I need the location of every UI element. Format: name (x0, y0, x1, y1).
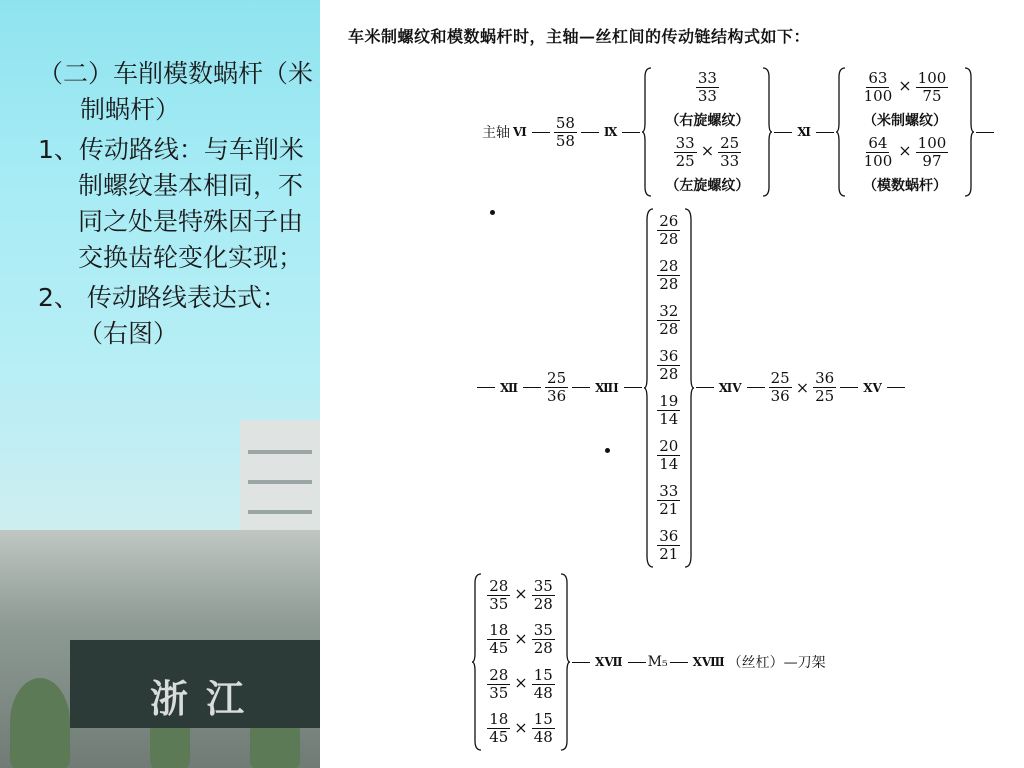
brace-right (762, 67, 772, 197)
shaft-13: ⅫⅠ (595, 380, 619, 395)
shaft-14: ⅪⅤ (718, 380, 742, 395)
basic-group-stack: $\frac{26}{28}$ $\frac{28}{28}$ $\frac{32}{28}$ $\frac{36}{28}$ $\frac{19}{14}$ $\frac{20}{14}$ $\frac{33}{21}$ $\frac{36}{21}$ (659, 211, 679, 563)
shaft-17: ⅩⅦ (595, 655, 623, 669)
leadscrew-toolholder: （丝杠）—刀架 (727, 655, 826, 671)
scan-speck (490, 210, 495, 215)
ratio-58-58: $\frac{58}{58}$ (555, 113, 575, 150)
figure-title: 车米制螺纹和模数蜗杆时，主轴—丝杠间的传动链结构式如下： (348, 27, 811, 46)
section-heading: （二）车削模数蜗杆（米制蜗杆） (38, 59, 314, 124)
slide-body-text (38, 56, 320, 356)
clutch-m5: M₅ (647, 654, 668, 670)
left-hand-label: （左旋螺纹） (665, 177, 750, 194)
shaft-15: ⅩⅤ (863, 380, 882, 395)
point-2: 2、 传动路线表达式：（右图） (38, 283, 287, 348)
spindle-label: 主轴 (482, 125, 510, 141)
transmission-chain-figure (320, 0, 1024, 768)
slide-left-panel (0, 0, 320, 768)
module-worm-label: （模数蜗杆） (862, 177, 947, 194)
scan-speck (605, 448, 610, 453)
ratio-25-36: $\frac{25}{36}$ (547, 369, 567, 405)
right-hand-label: （右旋螺纹） (665, 112, 750, 129)
shaft-9: Ⅸ (603, 125, 618, 139)
brace-left (642, 67, 652, 197)
chain-row-2: Ⅻ $\frac{25}{36}$ ⅫⅠ $\frac{26}{28}$ $\frac{28}{28}$ $\frac{32}{28}$ $\frac{36}{28}$ $\frac{19}{14}$ $\frac{20}{14}$ $\frac{33}{21}$ $\frac{36}{21}$ ⅪⅤ $\frac{25}{36}$ × $\frac{36}{25}$ ⅩⅤ (475, 205, 907, 570)
metric-thread-label: （米制螺纹） (862, 112, 947, 129)
shaft-11: Ⅺ (797, 125, 811, 139)
shaft-6: Ⅵ (513, 125, 527, 139)
shaft-12: Ⅻ (500, 380, 519, 395)
chain-row-1 (482, 62, 996, 202)
university-sign-text: 浙江 (150, 676, 263, 721)
point-1: 1、传动路线：与车削米制螺纹基本相同，不同之处是特殊因子由交换齿轮变化实现； (38, 135, 304, 272)
shaft-18: ⅩⅧ (692, 655, 725, 669)
exchange-gear-group: $\frac{63}{100}$ × $\frac{100}{75}$ （米制螺纹） $\frac{64}{100}$ × $\frac{100}{97}$ （模数蜗杆） (862, 68, 947, 194)
direction-group: $\frac{33}{33}$ （右旋螺纹） $\frac{33}{25}$ × $\frac{25}{33}$ （左旋螺纹） (665, 68, 750, 194)
multiplier-group-stack: $\frac{28}{35}$ × $\frac{35}{28}$ $\frac{18}{45}$ × $\frac{35}{28}$ $\frac{28}{35}$ × $\frac{15}{48}$ $\frac{18}{45}$ × $\frac{15}{48}$ (489, 576, 553, 747)
chain-row-3 (472, 572, 826, 752)
